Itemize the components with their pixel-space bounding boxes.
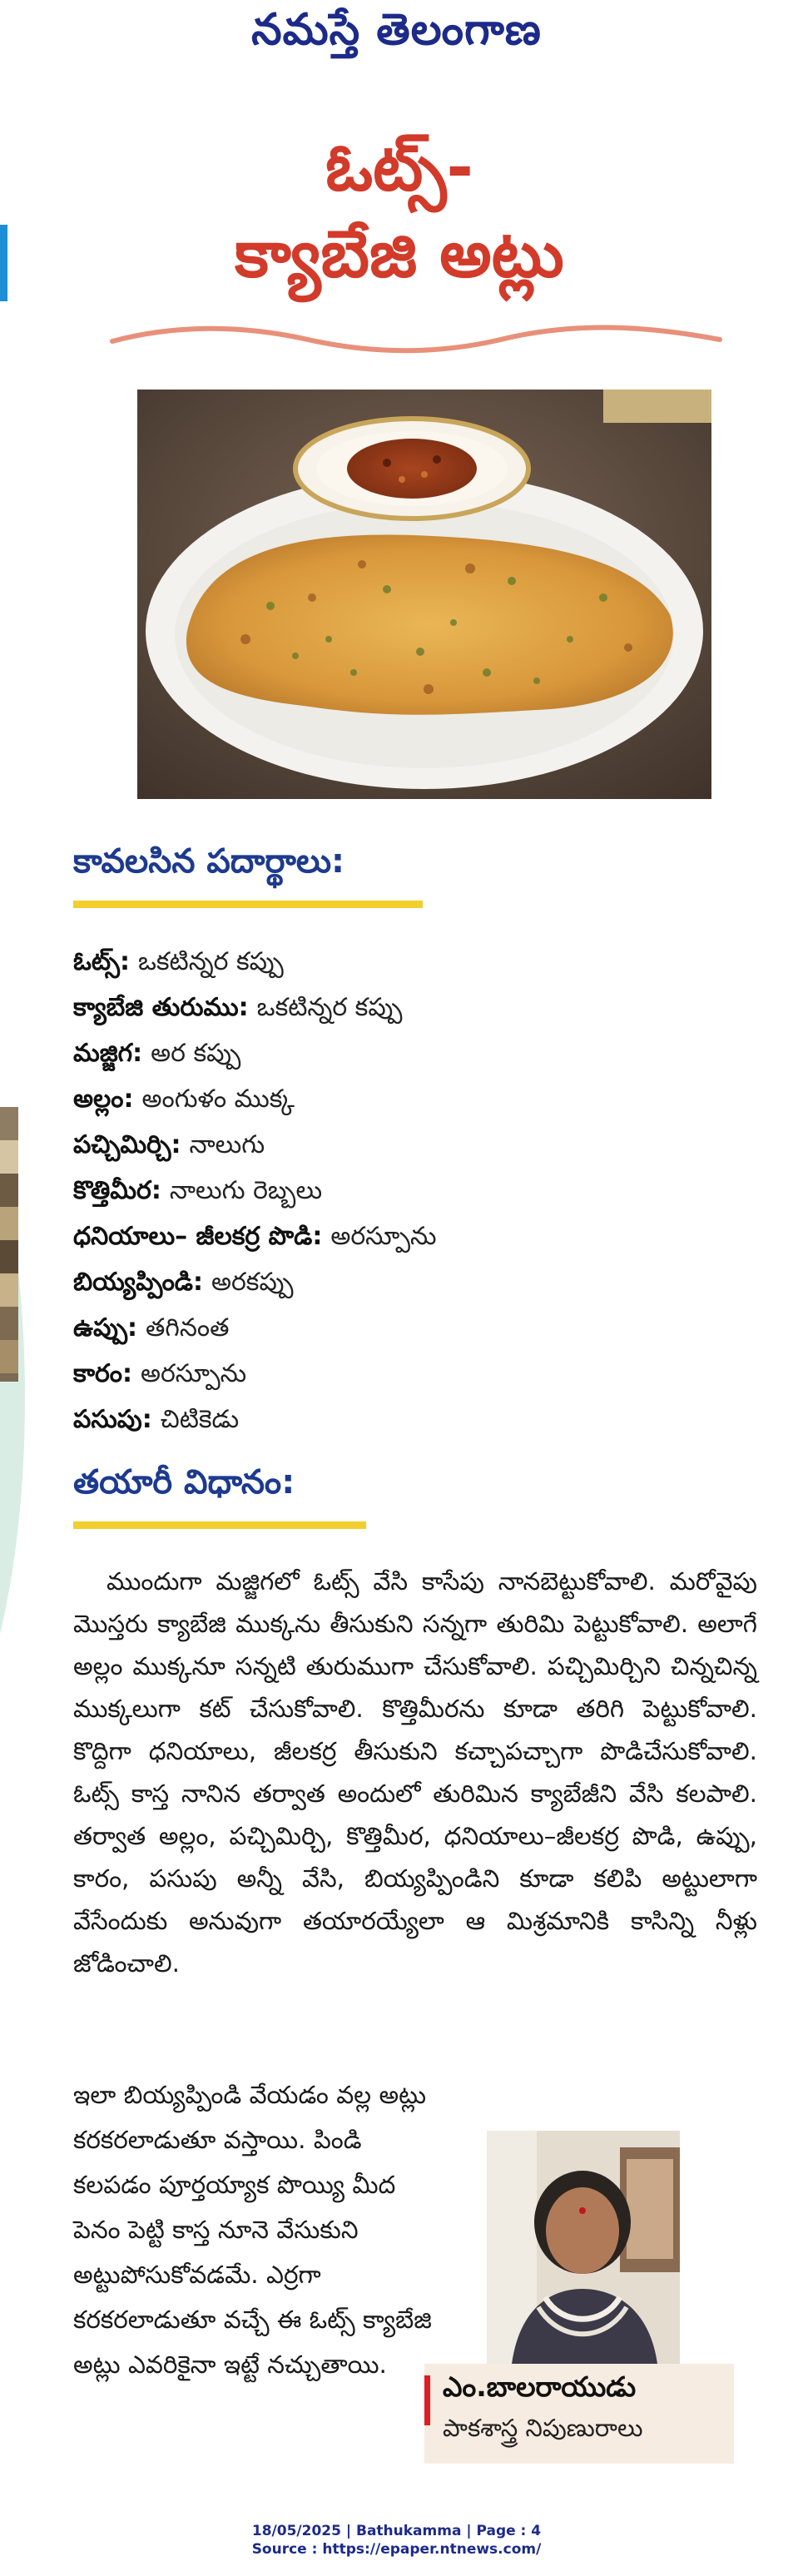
title-wave-decoration [108,316,724,358]
ingredient-item: పచ్చిమిర్చి: నాలుగు [73,1130,265,1159]
author-role: పాకశాస్త్ర నిపుణురాలు [443,2414,643,2442]
footer-source: Source : https://epaper.ntnews.com/ [251,2541,542,2558]
edge-photo-strip [0,1107,18,1382]
dish-photo [137,390,711,799]
method-paragraph-continued: ఇలా బియ్యప్పిండి వేయడం వల్ల అట్లు కరకరలాడుతూ వస్తాయి. పిండి కలపడం పూర్తయ్యాక పొయ్యి మీద పెనం పెట్టి కాస్త నూనె వేసుకుని అట్టుపోసుకోవడమే. ఎర్రగా కరకరలాడుతూ వచ్చే ఈ ఓట్స్‌ క్యాబేజి అట్లు ఎవరికైనా ఇట్టే నచ్చుతాయి. [73,2081,432,2379]
title-line-1: ఓట్స్‌- [325,131,473,206]
author-photo [487,2131,680,2364]
author-card [424,2364,734,2464]
footer-edition-info: 18/05/2025 | Bathukamma | Page : 4 [251,2523,542,2539]
ingredient-item: ఉప్పు: తగినంత [73,1313,230,1343]
ingredient-item: మజ్జిగ: అర కప్పు [73,1039,241,1068]
ingredient-item: అల్లం: అంగుళం ముక్క [73,1085,295,1114]
ingredient-item: క్యాబేజి తురుము: ఒకటిన్నర కప్పు [73,993,403,1022]
ingredients-heading-underline [73,901,423,908]
masthead [0,0,793,80]
page-footer [0,2522,793,2559]
ingredient-item: కారం: అరస్పూను [73,1359,247,1388]
author-accent-bar [424,2375,430,2425]
method-heading-underline [73,1521,366,1529]
ingredient-item: బియ్యప్పిండి: అరకప్పు [73,1268,294,1297]
ingredient-item: ఓట్స్‌: ఒకటిన్నర కప్పు [73,947,284,976]
ingredient-item: కొత్తిమీర: నాలుగు రెబ్బలు [73,1176,323,1205]
article-title [83,125,716,298]
edge-marker [0,225,7,301]
ingredient-item: ధనియాలు– జీలకర్ర పొడి: అరస్పూను [73,1222,437,1251]
ingredient-item: పసుపు: చిటికెడు [73,1405,240,1434]
title-line-2: క్యాబేజి అట్లు [235,217,564,292]
author-name: ఎం.బాలరాయుడు [443,2370,637,2403]
method-paragraph: ముందుగా మజ్జిగలో ఓట్స్‌ వేసి కాసేపు నానబెట్టుకోవాలి. మరోవైపు మొస్తరు క్యాబేజి ముక్కను తీసుకుని సన్నగా తురిమి పెట్టుకోవాలి. అలాగే అల్లం ముక్కనూ సన్నటి తురుముగా చేసుకోవాలి. పచ్చిమిర్చిని చిన్నచిన్న ముక్కలుగా కట్‌ చేసుకోవాలి. కొత్తిమీరను కూడా తరిగి పెట్టుకోవాలి. కొద్దిగా ధనియాలు, జీలకర్ర తీసుకుని కచ్చాపచ్చాగా పొడిచేసుకోవాలి. ఓట్స్‌ కాస్త నానిన తర్వాత అందులో తురిమిన క్యాబేజీని వేసి కలపాలి. తర్వాత అల్లం, పచ్చిమిర్చి, కొత్తిమీర, ధనియాలు–జీలకర్ర పొడి, ఉప్పు, కారం, పసుపు అన్నీ వేసి, బియ్యప్పిండిని కూడా కలిపి అట్టులాగా వేసేందుకు అనువుగా తయారయ్యేలా ఆ మిశ్రమానికి కాసిన్ని నీళ్లు జోడించాలి. [73,1567,757,1978]
ingredients-list [73,939,722,1442]
ingredients-heading: కావలసిన పదార్థాలు: [73,842,345,881]
method-heading: తయారీ విధానం: [73,1463,295,1501]
masthead-logo: నమస్తే తెలంగాణ [251,5,542,55]
